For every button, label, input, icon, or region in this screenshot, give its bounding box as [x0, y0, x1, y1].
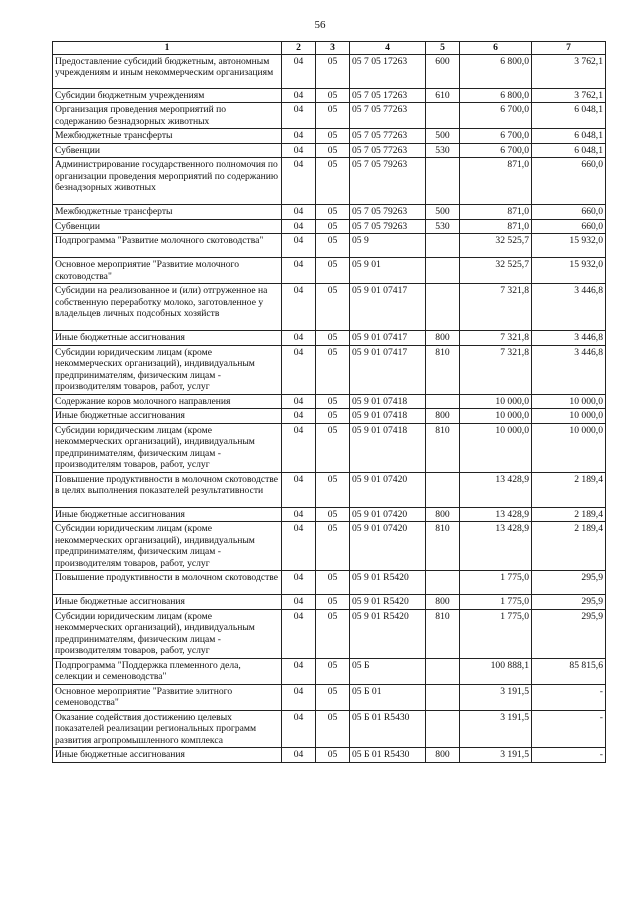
amount-col6-cell: 6 700,0	[460, 143, 532, 158]
target-article-cell: 05 9 01 07418	[350, 394, 426, 409]
table-row	[53, 219, 606, 234]
table-row	[53, 88, 606, 103]
table-row	[53, 258, 606, 284]
header-cell: 6	[460, 42, 532, 55]
table-row	[53, 129, 606, 144]
target-article-cell: 05 9 01 07420	[350, 472, 426, 507]
amount-col7-cell: 2 189,4	[532, 507, 606, 522]
expense-type-cell: 800	[426, 409, 460, 424]
expense-type-cell	[426, 158, 460, 205]
amount-col7-cell: 6 048,1	[532, 129, 606, 144]
section-code-cell: 04	[282, 609, 316, 658]
subsection-code-cell: 05	[316, 143, 350, 158]
amount-col6-cell: 871,0	[460, 219, 532, 234]
row-name-cell: Предоставление субсидий бюджетным, автономным учреждениям и иным некоммерческим организациям	[53, 54, 282, 88]
target-article-cell: 05 9 01 07417	[350, 284, 426, 331]
amount-col6-cell: 3 191,5	[460, 710, 532, 748]
row-name-cell: Иные бюджетные ассигнования	[53, 595, 282, 610]
row-name-cell: Оказание содействия достижению целевых показателей реализации региональных программ развития агропромышленного комплекса	[53, 710, 282, 748]
section-code-cell: 04	[282, 158, 316, 205]
section-code-cell: 04	[282, 234, 316, 258]
row-name-cell: Межбюджетные трансферты	[53, 129, 282, 144]
table-row	[53, 54, 606, 88]
table-row	[53, 522, 606, 571]
section-code-cell: 04	[282, 472, 316, 507]
expense-type-cell: 530	[426, 143, 460, 158]
amount-col7-cell: -	[532, 748, 606, 763]
amount-col6-cell: 1 775,0	[460, 571, 532, 595]
section-code-cell: 04	[282, 54, 316, 88]
row-name-cell: Субсидии юридическим лицам (кроме некоммерческих организаций), индивидуальным предпринимателям, физическим лицам - производителям товаров, работ, услуг	[53, 423, 282, 472]
amount-col6-cell: 6 800,0	[460, 54, 532, 88]
row-name-cell: Подпрограмма "Развитие молочного скотоводства"	[53, 234, 282, 258]
table-row	[53, 331, 606, 346]
expense-type-cell	[426, 284, 460, 331]
amount-col6-cell: 13 428,9	[460, 522, 532, 571]
subsection-code-cell: 05	[316, 571, 350, 595]
header-cell: 3	[316, 42, 350, 55]
expense-type-cell: 810	[426, 522, 460, 571]
subsection-code-cell: 05	[316, 205, 350, 220]
target-article-cell: 05 9 01 07417	[350, 345, 426, 394]
section-code-cell: 04	[282, 507, 316, 522]
expense-type-cell: 800	[426, 748, 460, 763]
row-name-cell: Иные бюджетные ассигнования	[53, 748, 282, 763]
amount-col6-cell: 13 428,9	[460, 472, 532, 507]
row-name-cell: Субвенции	[53, 143, 282, 158]
amount-col7-cell: 85 815,6	[532, 658, 606, 684]
section-code-cell: 04	[282, 658, 316, 684]
expense-type-cell: 810	[426, 423, 460, 472]
amount-col6-cell: 1 775,0	[460, 595, 532, 610]
subsection-code-cell: 05	[316, 158, 350, 205]
page-number: 56	[314, 19, 326, 31]
table-row	[53, 103, 606, 129]
target-article-cell: 05 9 01 07420	[350, 507, 426, 522]
subsection-code-cell: 05	[316, 129, 350, 144]
expense-type-cell: 610	[426, 88, 460, 103]
target-article-cell: 05 9 01 07418	[350, 409, 426, 424]
section-code-cell: 04	[282, 684, 316, 710]
expense-type-cell	[426, 258, 460, 284]
target-article-cell: 05 7 05 77263	[350, 129, 426, 144]
table-row	[53, 609, 606, 658]
amount-col7-cell: 2 189,4	[532, 472, 606, 507]
table-row	[53, 205, 606, 220]
amount-col6-cell: 7 321,8	[460, 345, 532, 394]
subsection-code-cell: 05	[316, 423, 350, 472]
amount-col7-cell: 3 762,1	[532, 88, 606, 103]
table-row	[53, 143, 606, 158]
amount-col6-cell: 3 191,5	[460, 748, 532, 763]
expense-type-cell: 800	[426, 507, 460, 522]
expense-type-cell: 500	[426, 205, 460, 220]
section-code-cell: 04	[282, 88, 316, 103]
target-article-cell: 05 7 05 79263	[350, 219, 426, 234]
subsection-code-cell: 05	[316, 658, 350, 684]
row-name-cell: Подпрограмма "Поддержка племенного дела, селекции и семеноводства"	[53, 658, 282, 684]
subsection-code-cell: 05	[316, 219, 350, 234]
row-name-cell: Иные бюджетные ассигнования	[53, 331, 282, 346]
table-row	[53, 571, 606, 595]
amount-col7-cell: 3 446,8	[532, 345, 606, 394]
budget-table	[52, 41, 606, 763]
row-name-cell: Субсидии юридическим лицам (кроме некоммерческих организаций), индивидуальным предпринимателям, физическим лицам - производителям товаров, работ, услуг	[53, 522, 282, 571]
amount-col6-cell: 7 321,8	[460, 331, 532, 346]
target-article-cell: 05 9	[350, 234, 426, 258]
amount-col6-cell: 100 888,1	[460, 658, 532, 684]
table-row	[53, 158, 606, 205]
amount-col6-cell: 1 775,0	[460, 609, 532, 658]
target-article-cell: 05 7 05 77263	[350, 143, 426, 158]
table-row	[53, 423, 606, 472]
subsection-code-cell: 05	[316, 595, 350, 610]
header-cell: 5	[426, 42, 460, 55]
section-code-cell: 04	[282, 205, 316, 220]
row-name-cell: Основное мероприятие "Развитие молочного скотоводства"	[53, 258, 282, 284]
subsection-code-cell: 05	[316, 331, 350, 346]
expense-type-cell	[426, 684, 460, 710]
amount-col7-cell: 660,0	[532, 158, 606, 205]
subsection-code-cell: 05	[316, 748, 350, 763]
table-row	[53, 507, 606, 522]
subsection-code-cell: 05	[316, 609, 350, 658]
expense-type-cell	[426, 658, 460, 684]
table-header-row	[53, 42, 606, 55]
row-name-cell: Субсидии бюджетным учреждениям	[53, 88, 282, 103]
row-name-cell: Повышение продуктивности в молочном скотоводстве	[53, 571, 282, 595]
target-article-cell: 05 9 01 07418	[350, 423, 426, 472]
subsection-code-cell: 05	[316, 394, 350, 409]
target-article-cell: 05 Б	[350, 658, 426, 684]
expense-type-cell	[426, 394, 460, 409]
amount-col6-cell: 871,0	[460, 158, 532, 205]
target-article-cell: 05 7 05 79263	[350, 158, 426, 205]
section-code-cell: 04	[282, 219, 316, 234]
subsection-code-cell: 05	[316, 284, 350, 331]
row-name-cell: Администрирование государственного полномочия по организации проведения мероприятий по содержанию безнадзорных животных	[53, 158, 282, 205]
target-article-cell: 05 9 01 R5420	[350, 571, 426, 595]
amount-col6-cell: 7 321,8	[460, 284, 532, 331]
header-cell: 7	[532, 42, 606, 55]
subsection-code-cell: 05	[316, 472, 350, 507]
target-article-cell: 05 9 01 07417	[350, 331, 426, 346]
target-article-cell: 05 Б 01 R5430	[350, 710, 426, 748]
table-row	[53, 710, 606, 748]
section-code-cell: 04	[282, 409, 316, 424]
expense-type-cell	[426, 103, 460, 129]
amount-col7-cell: 660,0	[532, 219, 606, 234]
amount-col7-cell: 295,9	[532, 595, 606, 610]
amount-col6-cell: 6 700,0	[460, 129, 532, 144]
amount-col6-cell: 32 525,7	[460, 258, 532, 284]
target-article-cell: 05 9 01 R5420	[350, 595, 426, 610]
amount-col7-cell: 6 048,1	[532, 103, 606, 129]
subsection-code-cell: 05	[316, 258, 350, 284]
amount-col7-cell: 3 446,8	[532, 331, 606, 346]
target-article-cell: 05 7 05 79263	[350, 205, 426, 220]
amount-col6-cell: 10 000,0	[460, 394, 532, 409]
amount-col7-cell: 2 189,4	[532, 522, 606, 571]
target-article-cell: 05 Б 01	[350, 684, 426, 710]
amount-col6-cell: 32 525,7	[460, 234, 532, 258]
table-row	[53, 234, 606, 258]
row-name-cell: Субсидии юридическим лицам (кроме некоммерческих организаций), индивидуальным предпринимателям, физическим лицам - производителям товаров, работ, услуг	[53, 345, 282, 394]
table-row	[53, 472, 606, 507]
expense-type-cell: 500	[426, 129, 460, 144]
amount-col6-cell: 871,0	[460, 205, 532, 220]
target-article-cell: 05 Б 01 R5430	[350, 748, 426, 763]
section-code-cell: 04	[282, 345, 316, 394]
row-name-cell: Субсидии юридическим лицам (кроме некоммерческих организаций), индивидуальным предпринимателям, физическим лицам - производителям товаров, работ, услуг	[53, 609, 282, 658]
table-row	[53, 284, 606, 331]
expense-type-cell	[426, 472, 460, 507]
amount-col7-cell: 10 000,0	[532, 394, 606, 409]
subsection-code-cell: 05	[316, 710, 350, 748]
table-row	[53, 684, 606, 710]
target-article-cell: 05 9 01 R5420	[350, 609, 426, 658]
expense-type-cell	[426, 571, 460, 595]
amount-col6-cell: 10 000,0	[460, 409, 532, 424]
amount-col6-cell: 13 428,9	[460, 507, 532, 522]
amount-col7-cell: 660,0	[532, 205, 606, 220]
header-cell: 4	[350, 42, 426, 55]
amount-col7-cell: 10 000,0	[532, 423, 606, 472]
expense-type-cell: 600	[426, 54, 460, 88]
amount-col7-cell: 3 446,8	[532, 284, 606, 331]
subsection-code-cell: 05	[316, 409, 350, 424]
target-article-cell: 05 9 01	[350, 258, 426, 284]
section-code-cell: 04	[282, 129, 316, 144]
amount-col6-cell: 10 000,0	[460, 423, 532, 472]
amount-col7-cell: 15 932,0	[532, 234, 606, 258]
section-code-cell: 04	[282, 571, 316, 595]
amount-col7-cell: 15 932,0	[532, 258, 606, 284]
section-code-cell: 04	[282, 394, 316, 409]
section-code-cell: 04	[282, 258, 316, 284]
target-article-cell: 05 7 05 77263	[350, 103, 426, 129]
table-row	[53, 595, 606, 610]
row-name-cell: Организация проведения мероприятий по содержанию безнадзорных животных	[53, 103, 282, 129]
table-body	[53, 54, 606, 762]
section-code-cell: 04	[282, 143, 316, 158]
target-article-cell: 05 9 01 07420	[350, 522, 426, 571]
row-name-cell: Повышение продуктивности в молочном скотоводстве в целях выполнения показателей результативности	[53, 472, 282, 507]
row-name-cell: Содержание коров молочного направления	[53, 394, 282, 409]
header-cell: 1	[53, 42, 282, 55]
expense-type-cell: 810	[426, 345, 460, 394]
section-code-cell: 04	[282, 522, 316, 571]
expense-type-cell: 800	[426, 331, 460, 346]
amount-col6-cell: 6 700,0	[460, 103, 532, 129]
amount-col7-cell: 295,9	[532, 609, 606, 658]
table-row	[53, 345, 606, 394]
row-name-cell: Основное мероприятие "Развитие элитного семеноводства"	[53, 684, 282, 710]
row-name-cell: Межбюджетные трансферты	[53, 205, 282, 220]
section-code-cell: 04	[282, 331, 316, 346]
subsection-code-cell: 05	[316, 684, 350, 710]
subsection-code-cell: 05	[316, 522, 350, 571]
header-cell: 2	[282, 42, 316, 55]
section-code-cell: 04	[282, 595, 316, 610]
amount-col7-cell: 3 762,1	[532, 54, 606, 88]
row-name-cell: Иные бюджетные ассигнования	[53, 409, 282, 424]
target-article-cell: 05 7 05 17263	[350, 88, 426, 103]
subsection-code-cell: 05	[316, 234, 350, 258]
table-row	[53, 409, 606, 424]
subsection-code-cell: 05	[316, 507, 350, 522]
amount-col6-cell: 6 800,0	[460, 88, 532, 103]
amount-col7-cell: 295,9	[532, 571, 606, 595]
table-row	[53, 394, 606, 409]
section-code-cell: 04	[282, 748, 316, 763]
table-row	[53, 658, 606, 684]
row-name-cell: Субвенции	[53, 219, 282, 234]
row-name-cell: Субсидии на реализованное и (или) отгруженное на собственную переработку молоко, заготовленное у владельцев личных подсобных хозяйств	[53, 284, 282, 331]
target-article-cell: 05 7 05 17263	[350, 54, 426, 88]
expense-type-cell: 530	[426, 219, 460, 234]
expense-type-cell: 810	[426, 609, 460, 658]
amount-col7-cell: 6 048,1	[532, 143, 606, 158]
amount-col7-cell: 10 000,0	[532, 409, 606, 424]
amount-col7-cell: -	[532, 684, 606, 710]
subsection-code-cell: 05	[316, 54, 350, 88]
expense-type-cell	[426, 234, 460, 258]
amount-col6-cell: 3 191,5	[460, 684, 532, 710]
subsection-code-cell: 05	[316, 345, 350, 394]
expense-type-cell: 800	[426, 595, 460, 610]
row-name-cell: Иные бюджетные ассигнования	[53, 507, 282, 522]
section-code-cell: 04	[282, 284, 316, 331]
expense-type-cell	[426, 710, 460, 748]
subsection-code-cell: 05	[316, 103, 350, 129]
table-row	[53, 748, 606, 763]
section-code-cell: 04	[282, 103, 316, 129]
amount-col7-cell: -	[532, 710, 606, 748]
section-code-cell: 04	[282, 710, 316, 748]
subsection-code-cell: 05	[316, 88, 350, 103]
section-code-cell: 04	[282, 423, 316, 472]
